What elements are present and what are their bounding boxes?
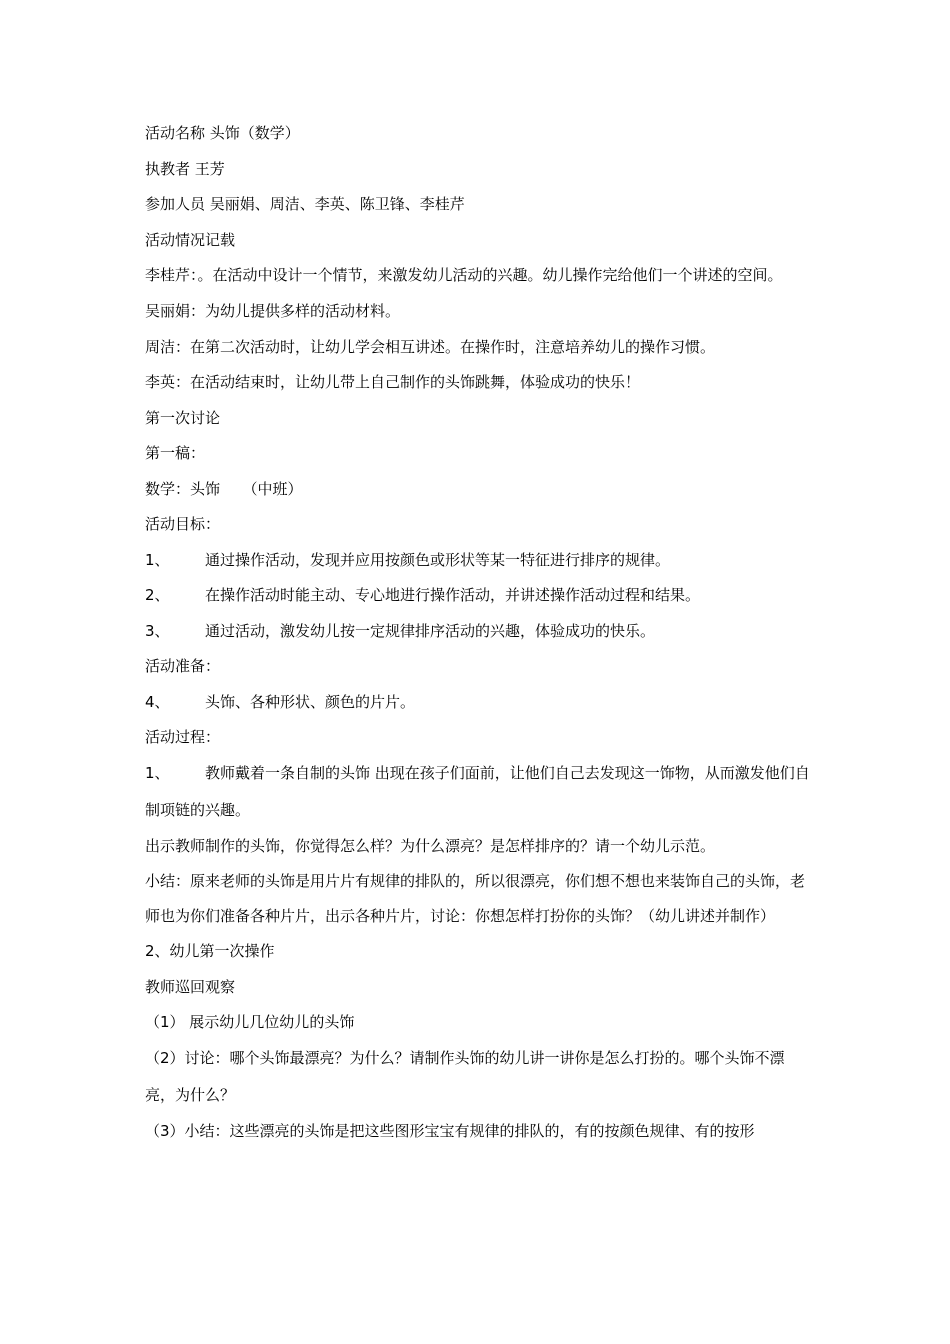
step-3: （3）小结：这些漂亮的头饰是把这些图形宝宝有规律的排队的，有的按颜色规律、有的按形 (145, 1121, 755, 1140)
comment-li-ying: 李英：在活动结束时，让幼儿带上自己制作的头饰跳舞，体验成功的快乐！ (145, 373, 641, 391)
lesson-title: 数学：头饰 （中班） (145, 479, 303, 498)
show-headdress: 出示教师制作的头饰，你觉得怎么样？为什么漂亮？是怎样排序的？请一个幼儿示范。 (145, 836, 716, 855)
goal-item-1: 1、 通过操作活动，发现并应用按颜色或形状等某一特征进行排序的规律。 (145, 550, 671, 569)
first-draft-heading: 第一稿： (145, 444, 206, 462)
goals-heading: 活动目标： (145, 515, 221, 533)
activity-name: 活动名称 头饰（数学） (145, 124, 300, 142)
goal-item-2: 2、 在操作活动时能主动、专心地进行操作活动，并讲述操作活动过程和结果。 (145, 586, 701, 604)
teacher: 执教者 王芳 (145, 159, 225, 178)
goal-item-3: 3、 通过活动，激发幼儿按一定规律排序活动的兴趣，体验成功的快乐。 (145, 621, 656, 640)
step-1: （1） 展示幼儿几位幼儿的头饰 (145, 1013, 355, 1031)
first-operation: 2、幼儿第一次操作 (145, 942, 275, 960)
participants: 参加人员 吴丽娟、周洁、李英、陈卫锋、李桂芹 (145, 195, 465, 213)
record-heading: 活动情况记载 (145, 230, 236, 249)
summary-1: 小结：原来老师的头饰是用片片有规律的排队的，所以很漂亮，你们想不想也来装饰自己的头饰，老师也为你们准备各种片片，出示各种片片，讨论：你想怎样打扮你的头饰？（幼儿讲述并制作） (145, 872, 806, 925)
comment-wu-lijuan: 吴丽娟：为幼儿提供多样的活动材料。 (145, 302, 401, 320)
first-discussion-heading: 第一次讨论 (145, 408, 221, 427)
step-2: （2）讨论：哪个头饰最漂亮？为什么？请制作头饰的幼儿讲一讲你是怎么打扮的。哪个头饰不漂亮，为什么？ (145, 1048, 785, 1104)
document-page (145, 122, 810, 1155)
process-heading: 活动过程： (145, 728, 221, 746)
teacher-observe: 教师巡回观察 (145, 977, 236, 996)
prep-item-4: 4、 头饰、各种形状、颜色的片片。 (145, 692, 416, 711)
comment-li-guiqin: 李桂芹：。在活动中设计一个情节，来激发幼儿活动的兴趣。幼儿操作完给他们一个讲述的空间。 (145, 266, 783, 284)
process-item-1: 1、 教师戴着一条自制的头饰 出现在孩子们面前，让他们自己去发现这一饰物，从而激发他们自制项链的兴趣。 (145, 763, 810, 819)
prep-heading: 活动准备： (145, 657, 221, 675)
comment-zhou-jie: 周洁：在第二次活动时，让幼儿学会相互讲述。在操作时，注意培养幼儿的操作习惯。 (145, 337, 716, 356)
